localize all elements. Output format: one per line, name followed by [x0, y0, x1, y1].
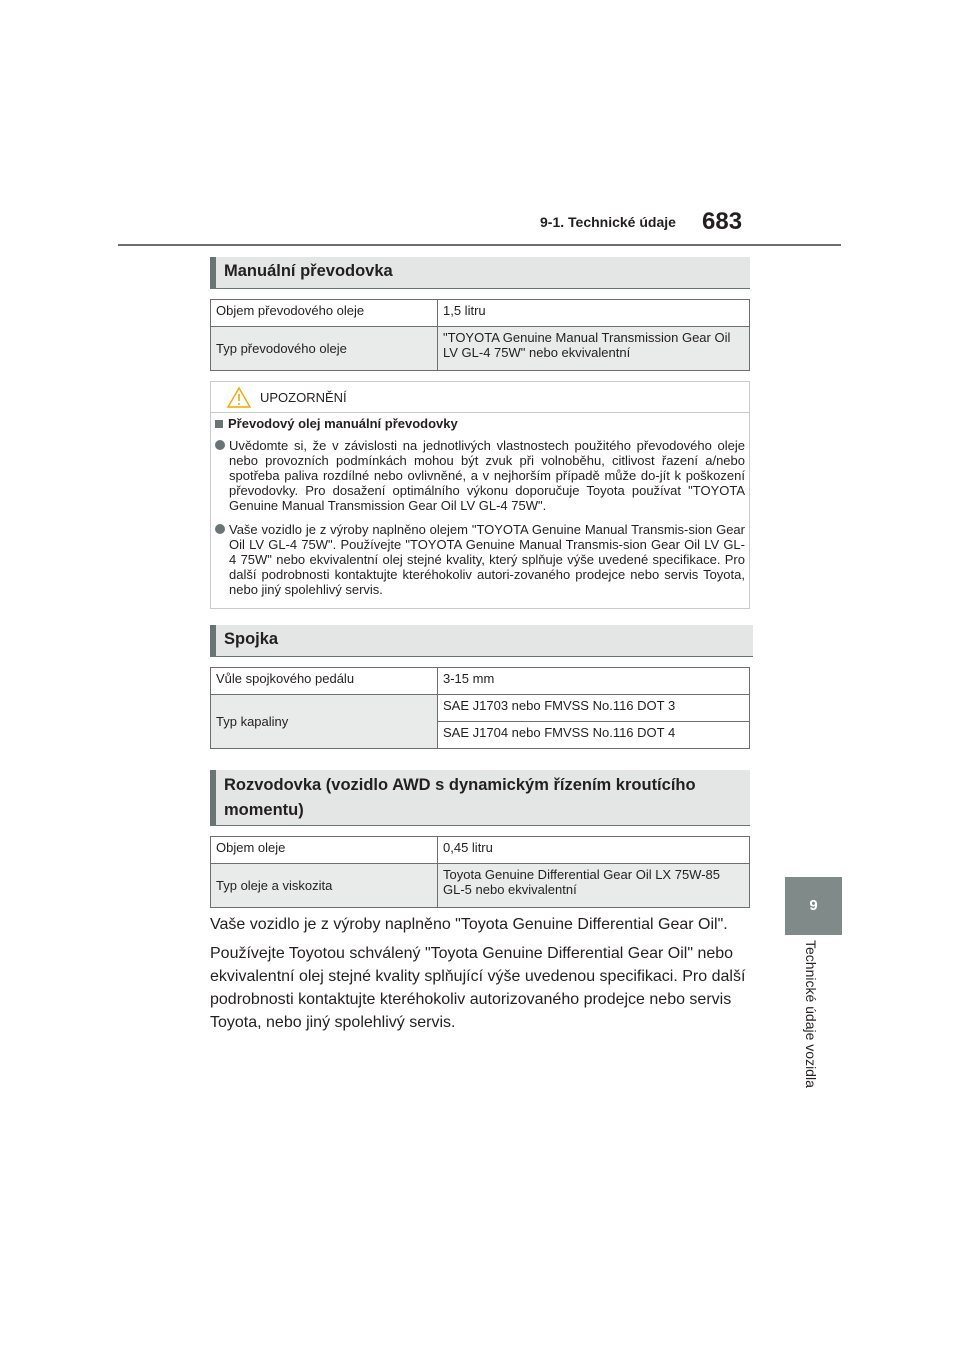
bullet-dot-icon — [215, 440, 225, 450]
chapter-label: Technické údaje vozidla — [803, 940, 819, 1088]
table-value: 0,45 litru — [438, 837, 750, 864]
section-underline — [210, 825, 750, 826]
table-row — [211, 837, 750, 864]
header-rule — [118, 244, 841, 246]
table-key: Objem oleje — [211, 837, 438, 864]
warning-subtitle — [215, 416, 458, 431]
table-value: 1,5 litru — [438, 300, 750, 327]
warning-header — [211, 382, 749, 413]
table-key: Typ převodového oleje — [211, 327, 438, 371]
warning-bullet — [215, 438, 745, 513]
table-key: Vůle spojkového pedálu — [211, 668, 438, 695]
differential-table — [210, 836, 750, 908]
body-paragraph: Používejte Toyotou schválený "Toyota Genuine Differential Gear Oil" nebo ekvivalentní olej stejné kvality splňující výše uvedenou specifikaci. Pro další podrobnosti kontaktujte kteréhokoliv autorizovaného prodejce nebo servis Toyota, nebo jiný spolehlivý servis. — [210, 945, 746, 1031]
table-row — [211, 668, 750, 695]
warning-bullet-text: Vaše vozidlo je z výroby naplněno olejem "TOYOTA Genuine Manual Transmis-sion Gear Oil LV GL-4 75W". Používejte "TOYOTA Genuine Manual Transmis-sion Gear Oil LV GL-4 75W" nebo ekvivalentní olej stejné kvality, který splňuje výše uvedené specifikace. Pro další podrobnosti kontaktujte kteréhokoliv autori-zovaného prodejce nebo servis Toyota, nebo jiný spolehlivý servis. — [229, 522, 745, 597]
warning-box — [210, 381, 750, 609]
table-row — [211, 864, 750, 908]
table-value: SAE J1704 nebo FMVSS No.116 DOT 4 — [438, 722, 750, 749]
warning-bullet — [215, 522, 745, 597]
table-key: Typ kapaliny — [211, 695, 438, 749]
section-underline — [210, 656, 753, 657]
table-value: Toyota Genuine Differential Gear Oil LX 75W-85 GL-5 nebo ekvivalentní — [438, 864, 750, 908]
warning-triangle-icon — [227, 387, 251, 413]
page-number: 683 — [702, 208, 743, 235]
table-row — [211, 300, 750, 327]
section-heading-manual-transmission: Manuální převodovka — [210, 257, 750, 289]
section-heading-differential: Rozvodovka (vozidlo AWD s dynamickým řízením kroutícího momentu) — [210, 770, 750, 826]
table-key: Typ oleje a viskozita — [211, 864, 438, 908]
manual-transmission-table — [210, 299, 750, 371]
warning-bullet-text: Uvědomte si, že v závislosti na jednotlivých vlastnostech použitého převodového oleje nebo provozních podmínkách mohou být zvuk při volnoběhu, citlivost řazení a/nebo spotřeba paliva rozdílné nebo ovlivněné, a v nejhorším případě může do-jít k poškození převodovky. Pro dosažení optimálního výkonu doporučuje Toyota používat "TOYOTA Genuine Manual Transmission Gear Oil LV GL-4 75W". — [229, 438, 745, 513]
warning-title: UPOZORNĚNÍ — [260, 390, 347, 405]
table-value: SAE J1703 nebo FMVSS No.116 DOT 3 — [438, 695, 750, 722]
section-underline — [210, 288, 750, 289]
clutch-table — [210, 667, 750, 749]
header-section-title: 9-1. Technické údaje — [540, 214, 676, 230]
table-value: 3-15 mm — [438, 668, 750, 695]
warning-subtitle-text: Převodový olej manuální převodovky — [228, 416, 458, 431]
table-value: "TOYOTA Genuine Manual Transmission Gear Oil LV GL-4 75W" nebo ekvivalentní — [438, 327, 750, 371]
table-row — [211, 695, 750, 722]
section-heading-clutch: Spojka — [210, 625, 753, 657]
chapter-tab[interactable]: 9 — [785, 877, 842, 935]
body-paragraph: Vaše vozidlo je z výroby naplněno "Toyota Genuine Differential Gear Oil". — [210, 916, 728, 933]
table-key: Objem převodového oleje — [211, 300, 438, 327]
bullet-dot-icon — [215, 524, 225, 534]
table-row — [211, 327, 750, 371]
square-bullet-icon — [215, 420, 223, 428]
